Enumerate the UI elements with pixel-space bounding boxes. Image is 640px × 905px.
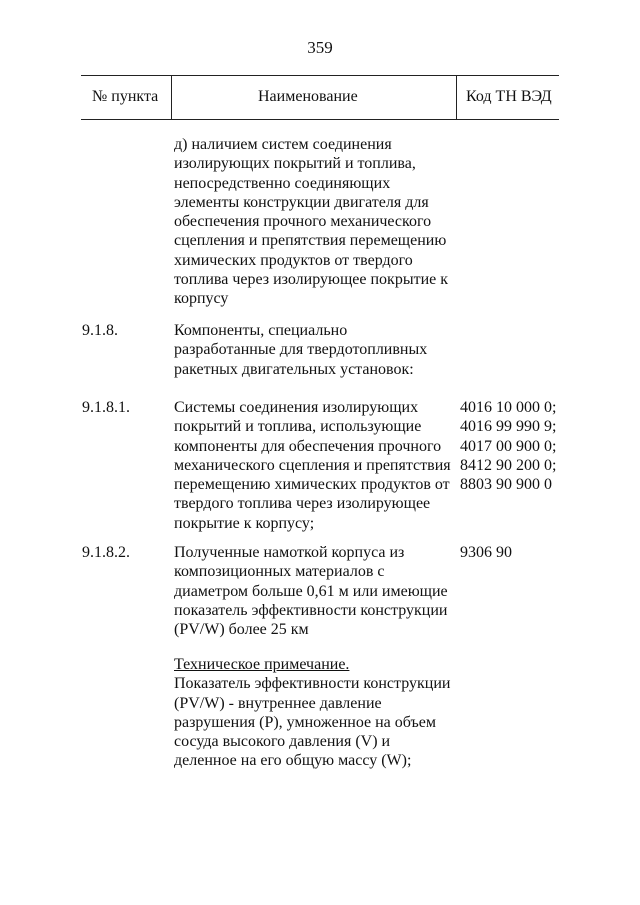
text-line: корпусу bbox=[174, 290, 229, 308]
text-line: покрытие к корпусу; bbox=[174, 514, 315, 532]
text-line: топлива через изолирующее покрытие к bbox=[174, 271, 449, 289]
header-col-name: Наименование bbox=[258, 88, 358, 105]
header-col-number: № пункта bbox=[92, 88, 159, 105]
text-line: покрытий и топлива, использующие bbox=[174, 418, 422, 436]
header-top-rule bbox=[81, 75, 559, 76]
row-name bbox=[174, 543, 448, 639]
text-line: компоненты для обеспечения прочного bbox=[174, 437, 442, 455]
row-codes bbox=[460, 398, 556, 494]
row-codes bbox=[460, 543, 512, 562]
technical-note bbox=[174, 655, 450, 771]
tnved-code: 4016 10 000 0; bbox=[460, 399, 557, 416]
text-line: Полученные намоткой корпуса из bbox=[174, 544, 405, 561]
text-line: обеспечения прочного механического bbox=[174, 213, 432, 231]
tnved-code: 8803 90 900 0 bbox=[460, 476, 552, 494]
header-bottom-rule bbox=[81, 119, 559, 120]
row-number: 9.1.8. bbox=[82, 322, 118, 339]
page-number: 359 bbox=[307, 38, 333, 57]
text-line: разрушения (P), умноженное на объем bbox=[174, 713, 437, 731]
text-line: сосуда высокого давления (V) и bbox=[174, 733, 391, 751]
row-number: 9.1.8.2. bbox=[82, 544, 130, 561]
header-separator bbox=[171, 76, 172, 119]
row-number: 9.1.8.1. bbox=[82, 399, 130, 416]
row-name bbox=[174, 321, 427, 379]
text-line: механического сцепления и препятствия bbox=[174, 456, 451, 474]
text-line: изолирующих покрытий и топлива, bbox=[174, 155, 416, 173]
text-line: разработанные для твердотопливных bbox=[174, 341, 428, 359]
text-line: (PV/W) более 25 км bbox=[174, 621, 309, 639]
text-line: сцепления и препятствия перемещению bbox=[174, 232, 447, 250]
row-continuation-text bbox=[174, 135, 448, 309]
text-line: непосредственно соединяющих bbox=[174, 174, 391, 192]
text-line: показатель эффективности конструкции bbox=[174, 601, 448, 619]
text-line: перемещению химических продуктов от bbox=[174, 476, 450, 494]
text-line: твердого топлива через изолирующее bbox=[174, 495, 431, 513]
tnved-code: 9306 90 bbox=[460, 544, 512, 561]
text-line: Компоненты, специально bbox=[174, 322, 348, 339]
text-line: химических продуктов от твердого bbox=[174, 251, 413, 269]
text-line: ракетных двигательных установок: bbox=[174, 360, 414, 378]
tnved-code: 4016 99 990 9; bbox=[460, 418, 557, 436]
tnved-code: 4017 00 900 0; bbox=[460, 437, 557, 455]
text-line: (PV/W) - внутреннее давление bbox=[174, 694, 382, 712]
header-separator bbox=[456, 76, 457, 119]
text-line: д) наличием систем соединения bbox=[174, 136, 392, 153]
text-line: диаметром больше 0,61 м или имеющие bbox=[174, 582, 448, 600]
text-line: Показатель эффективности конструкции bbox=[174, 675, 451, 693]
text-line: элементы конструкции двигателя для bbox=[174, 193, 429, 211]
text-line: деленное на его общую массу (W); bbox=[174, 752, 412, 770]
header-col-code: Код ТН ВЭД bbox=[466, 88, 552, 105]
row-name bbox=[174, 398, 451, 533]
text-line: Системы соединения изолирующих bbox=[174, 399, 419, 416]
text-line: композиционных материалов с bbox=[174, 563, 385, 581]
note-title: Техническое примечание. bbox=[174, 656, 350, 673]
tnved-code: 8412 90 200 0; bbox=[460, 456, 557, 474]
